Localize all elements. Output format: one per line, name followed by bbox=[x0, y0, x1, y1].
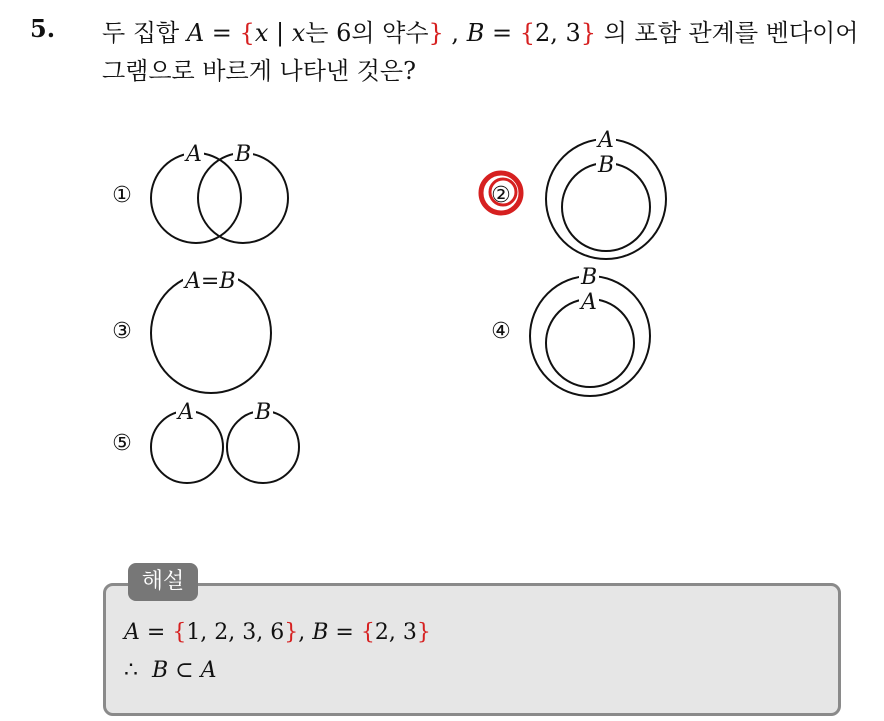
choice-5-number: ⑤ bbox=[112, 431, 132, 456]
sol-brace-close: } bbox=[284, 620, 299, 645]
sol-brace-close-b: } bbox=[416, 620, 431, 645]
sol-comma: , bbox=[298, 620, 313, 645]
sol2-b: B bbox=[152, 658, 169, 683]
choice-4-number: ④ bbox=[491, 319, 511, 344]
set-a-var: x bbox=[254, 19, 269, 47]
set-a-name: A bbox=[186, 19, 205, 47]
sol2-a: A bbox=[200, 658, 217, 683]
label-a: A bbox=[186, 142, 202, 167]
separator: , bbox=[443, 19, 467, 47]
label-a: A bbox=[598, 128, 614, 153]
set-b-elems: 2, 3 bbox=[534, 19, 581, 47]
stem-line2: 그램으로 바르게 나타낸 것은? bbox=[102, 57, 416, 85]
question-stem bbox=[102, 14, 872, 90]
set-a-cond: 는 6의 약수 bbox=[305, 19, 429, 47]
brace-close: } bbox=[428, 19, 444, 47]
sol-a-elems: 1, 2, 3, 6 bbox=[186, 620, 285, 645]
solution-line-2 bbox=[124, 658, 216, 683]
solution-box bbox=[103, 583, 841, 716]
stem-prefix: 두 집합 bbox=[102, 19, 187, 47]
choice-1-number: ① bbox=[112, 183, 132, 208]
brace-close-b: } bbox=[580, 19, 597, 47]
label-a: A bbox=[178, 400, 194, 425]
sol-brace-open: { bbox=[172, 620, 187, 645]
choice-3-number: ③ bbox=[112, 319, 132, 344]
subset-symbol: ⊂ bbox=[168, 658, 201, 683]
set-b-name: B bbox=[466, 19, 485, 47]
question-number: 5. bbox=[30, 14, 56, 43]
stem-suffix: 의 포함 관계를 벤다이어 bbox=[596, 19, 859, 47]
solution-tag: 해설 bbox=[128, 563, 198, 601]
equals-sign: = bbox=[204, 19, 240, 47]
sol-b-elems: 2, 3 bbox=[374, 620, 417, 645]
sol-eq-2: = bbox=[328, 620, 361, 645]
sol-a: A bbox=[124, 620, 140, 645]
equals-sign-2: = bbox=[484, 19, 520, 47]
solution-line-1 bbox=[124, 620, 431, 645]
label-b: B bbox=[235, 142, 252, 167]
label-b: B bbox=[581, 265, 598, 290]
choice-2-number: ② bbox=[491, 183, 511, 208]
sol-eq: = bbox=[139, 620, 173, 645]
label-b: B bbox=[255, 400, 272, 425]
therefore-symbol: ∴ bbox=[124, 658, 138, 683]
sol-b: B bbox=[312, 620, 329, 645]
label-b: B bbox=[598, 153, 615, 178]
label-a: A bbox=[581, 290, 597, 315]
label-ab: A=B bbox=[185, 269, 236, 294]
sol-brace-open-b: { bbox=[360, 620, 375, 645]
brace-open: { bbox=[239, 19, 255, 47]
brace-open-b: { bbox=[519, 19, 535, 47]
set-a-cond-var: x bbox=[291, 19, 306, 47]
set-a-bar: | bbox=[268, 19, 292, 47]
